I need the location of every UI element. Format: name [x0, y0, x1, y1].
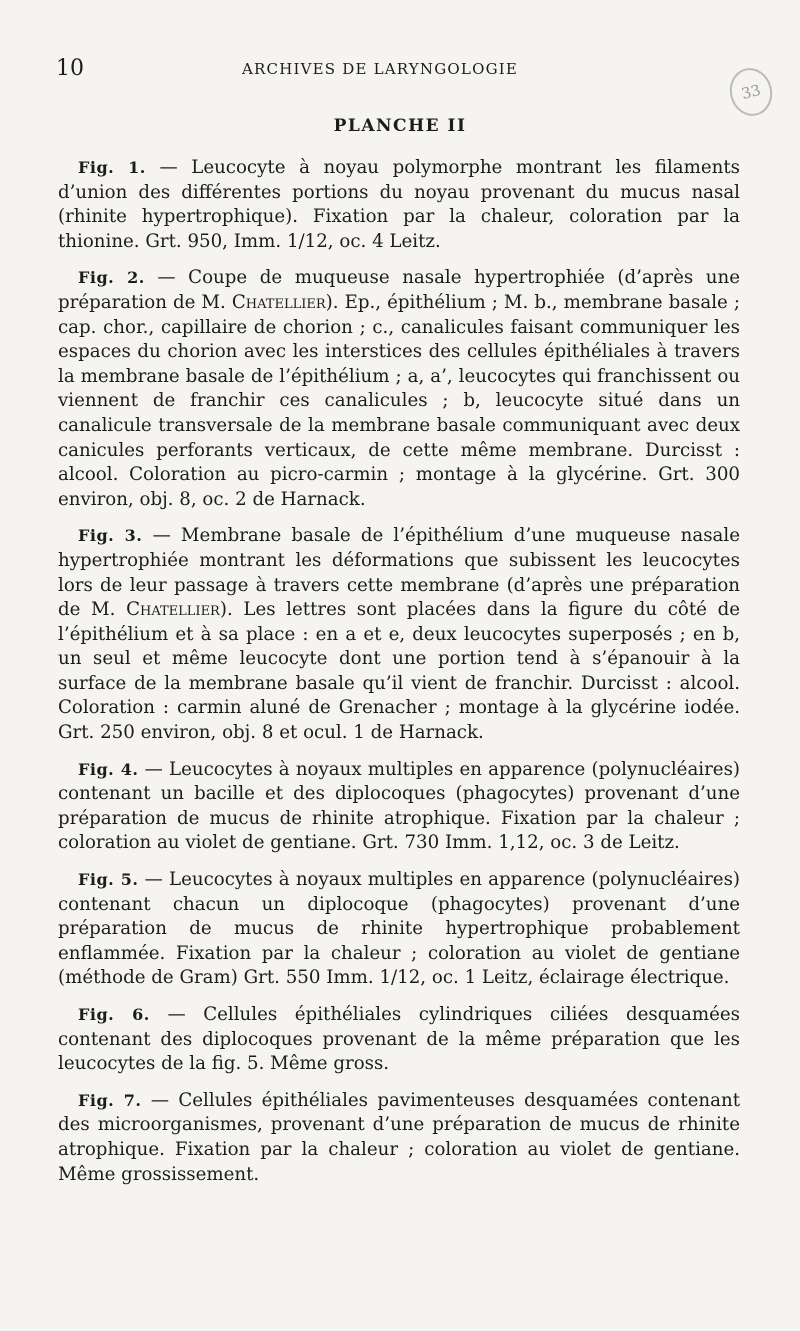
- caption-text-part-1: — Membrane basale de l’épithélium d’une muqueuse nasale hypertrophiée montrant les déformations que subissent les leucocytes lors de leur passage à travers cette membrane (d’après une préparation de M.: [58, 525, 740, 621]
- figure-captions: [58, 156, 740, 1199]
- figure-label: Fig. 5.: [78, 870, 139, 890]
- caption-text: — Leucocyte à noyau polymorphe montrant les filaments d’union des différentes portions du noyau provenant du mucus nasal (rhinite hypertrophique). Fixation par la chaleur, coloration par la thionine. Grt. 950, Imm. 1/12, oc. 4 Leitz.: [58, 157, 741, 252]
- figure-label: Fig. 7.: [78, 1090, 142, 1110]
- journal-title: ARCHIVES DE LARYNGOLOGIE: [242, 60, 519, 78]
- caption-text: — Cellules épithéliales pavimenteuses desquamées contenant des microorganismes, provenant d’une préparation de mucus de rhinite atrophique. Fixation par la chaleur ; coloration au violet de gentiane. Même grossissement.: [58, 1089, 741, 1185]
- caption-fig-6: [58, 1003, 740, 1077]
- caption-text-part-2: ). Les lettres sont placées dans la figure du côté de l’épithélium et à sa place : en a et e, deux leucocytes superposés ; en b, un seul et même leucocyte dont une portion tend à s’épanouir à la surface de la membrane basale qu’il vient de franchir. Durcisst : alcool. Coloration : carmin aluné de Grenacher ; montage à la glycérine iodée. Grt. 250 environ, obj. 8 et ocul. 1 de Harnack.: [58, 599, 740, 744]
- page-number: 10: [56, 56, 84, 81]
- figure-label: Fig. 2.: [78, 268, 145, 288]
- caption-text-part-2: ). Ep., épithélium ; M. b., membrane basale ; cap. chor., capillaire de chorion ; c., canalicules faisant communiquer les espaces du chorion avec les interstices des cellules épithéliales à travers la membrane basale de l’épithélium ; a, a’, leucocytes qui franchissent ou viennent de franchir ces canalicules ; b, leucocyte situé dans un canalicule transversale de la membrane basale communiquant avec deux canicules perforants verticaux, de cette même membrane. Durcisst : alcool. Coloration au picro-carmin ; montage à la glycérine. Grt. 300 environ, obj. 8, oc. 2 de Harnack.: [58, 291, 740, 510]
- figure-label: Fig. 1.: [78, 158, 146, 177]
- figure-label: Fig. 3.: [78, 526, 143, 546]
- caption-fig-1: [58, 156, 740, 254]
- caption-fig-2: [58, 266, 740, 512]
- caption-text: — Leucocytes à noyaux multiples en apparence (polynucléaires) contenant un bacille et des diplocoques (phagocytes) provenant d’une préparation de mucus de rhinite atrophique. Fixation par la chaleur ; coloration au violet de gentiane. Grt. 730 Imm. 1,12, oc. 3 de Leitz.: [58, 758, 740, 854]
- section-title: PLANCHE II: [333, 116, 467, 136]
- caption-text: — Cellules épithéliales cylindriques ciliées desquamées contenant des diplocoques provenant de la même préparation que les leucocytes de la fig. 5. Même gross.: [58, 1004, 740, 1075]
- caption-text: — Leucocytes à noyaux multiples en apparence (polynucléaires) contenant chacun un diplocoque (phagocytes) provenant d’une préparation de mucus de rhinite hypertrophique probablement enflammée. Fixation par la chaleur ; coloration au violet de gentiane (méthode de Gram) Grt. 550 Imm. 1/12, oc. 1 Leitz, éclairage électrique.: [58, 869, 740, 989]
- caption-text-part-1: — Coupe de muqueuse nasale hypertrophiée (d’après une préparation de M.: [58, 267, 740, 313]
- author-name: Chatellier: [126, 599, 220, 621]
- caption-fig-4: [58, 758, 740, 856]
- author-name: Chatellier: [231, 291, 326, 313]
- caption-fig-5: [58, 868, 740, 991]
- caption-fig-7: [58, 1089, 740, 1187]
- figure-label: Fig. 6.: [78, 1005, 150, 1024]
- caption-fig-3: [58, 524, 740, 745]
- figure-label: Fig. 4.: [78, 759, 139, 779]
- library-stamp: 33: [725, 64, 777, 121]
- running-header: [56, 56, 746, 86]
